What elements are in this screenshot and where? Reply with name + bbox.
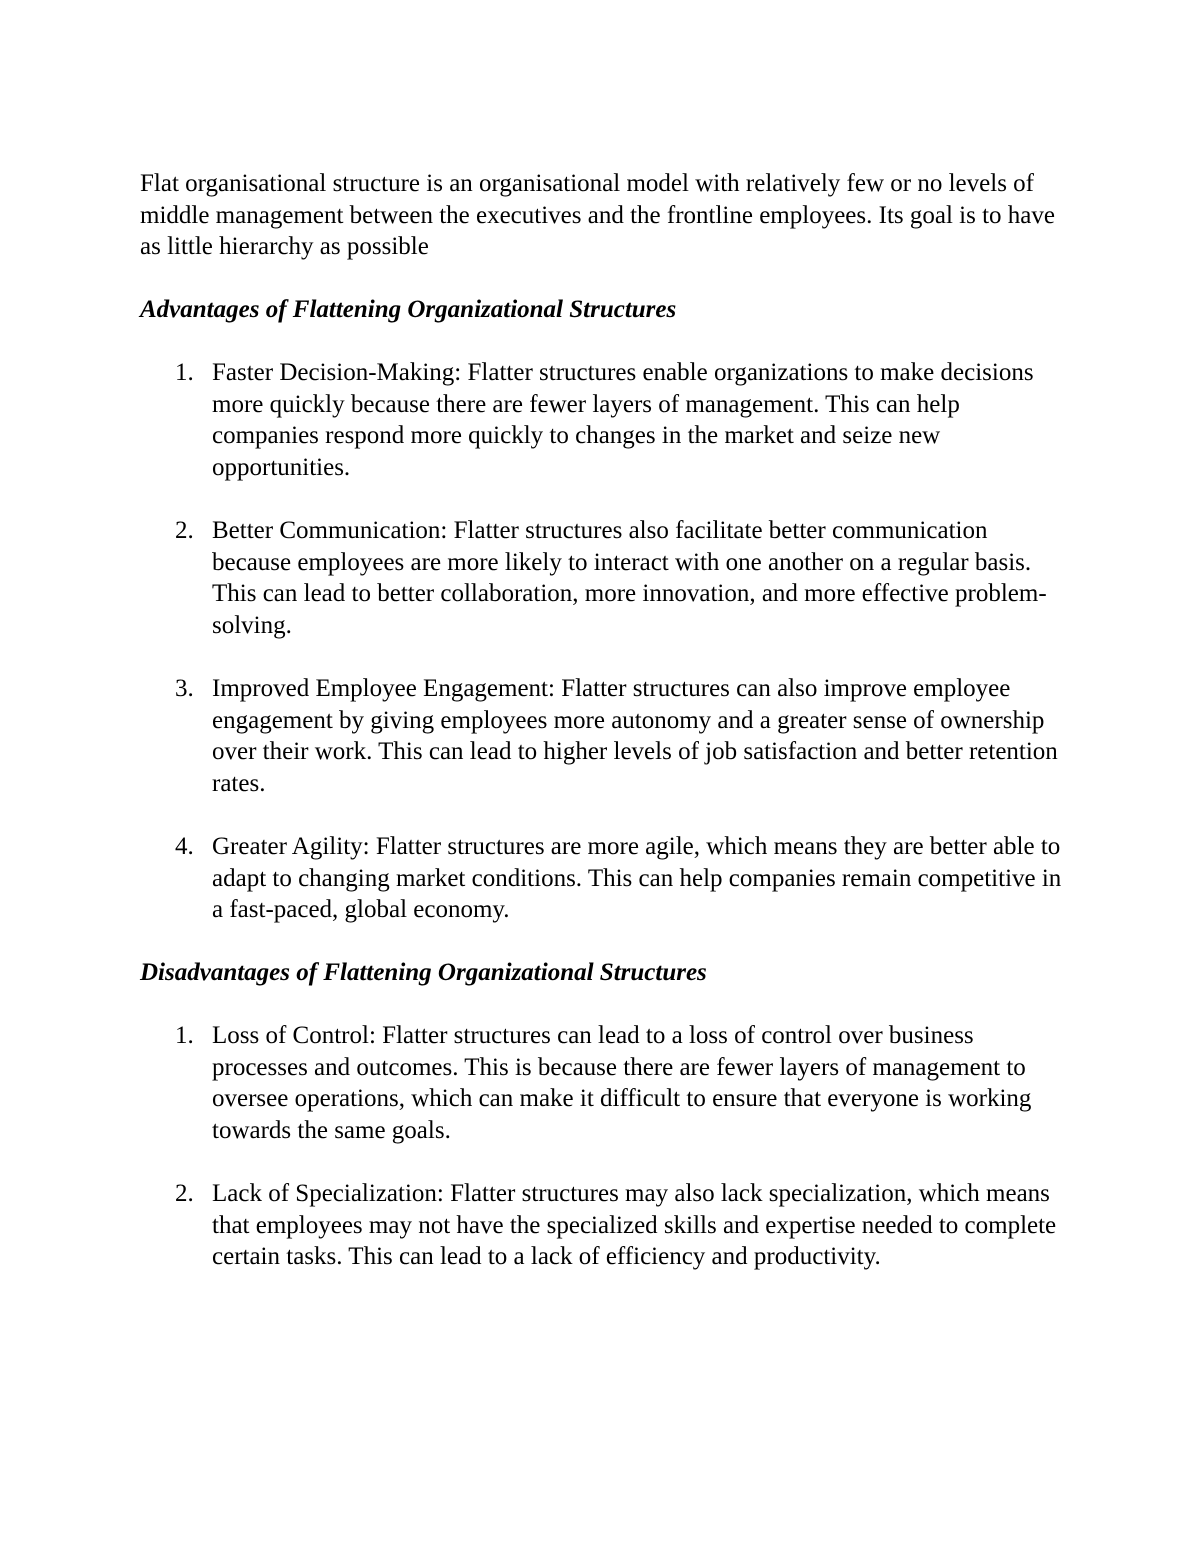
advantages-heading: Advantages of Flattening Organizational Structures (140, 295, 677, 323)
list-item-text: Loss of Control: Flatter structures can lead to a loss of control over business processes and outcomes. This is because there are fewer layers of management to oversee operations, which can make it difficult to ensure that everyone is working towards the same goals. (212, 1022, 1032, 1144)
list-item-number: 4. (175, 833, 194, 860)
list-item-text: Faster Decision-Making: Flatter structures enable organizations to make decisions more quickly because there are fewer layers of management. This can help companies respond more quickly to changes in the market and seize new opportunities. (212, 359, 1034, 481)
list-item (140, 1178, 1070, 1273)
list-item (140, 357, 1070, 483)
disadvantages-heading: Disadvantages of Flattening Organizational Structures (140, 958, 707, 986)
list-item-number: 1. (175, 359, 194, 386)
list-item (140, 515, 1070, 641)
list-item-text: Greater Agility: Flatter structures are more agile, which means they are better able to adapt to changing market conditions. This can help companies remain competitive in a fast-paced, global economy. (212, 833, 1062, 923)
list-item-text: Better Communication: Flatter structures also facilitate better communication because employees are more likely to interact with one another on a regular basis. This can lead to better collaboration, more innovation, and more effective problem-solving. (212, 517, 1047, 639)
list-item (140, 673, 1070, 799)
list-item (140, 831, 1070, 926)
list-item-text: Improved Employee Engagement: Flatter structures can also improve employee engagement by giving employees more autonomy and a greater sense of ownership over their work. This can lead to higher levels of job satisfaction and better retention rates. (212, 675, 1058, 797)
list-item-text: Lack of Specialization: Flatter structures may also lack specialization, which means that employees may not have the specialized skills and expertise needed to complete certain tasks. This can lead to a lack of efficiency and productivity. (212, 1180, 1057, 1270)
list-item-number: 1. (175, 1022, 194, 1049)
advantages-list (140, 357, 1070, 926)
document-page (140, 168, 1070, 1273)
list-item (140, 1020, 1070, 1146)
list-item-number: 2. (175, 1180, 194, 1207)
disadvantages-list (140, 1020, 1070, 1273)
list-item-number: 2. (175, 517, 194, 544)
list-item-number: 3. (175, 675, 194, 702)
intro-paragraph: Flat organisational structure is an organisational model with relatively few or no levels of middle management between the executives and the frontline employees. Its goal is to have as little hierarchy as possible (140, 170, 1055, 260)
